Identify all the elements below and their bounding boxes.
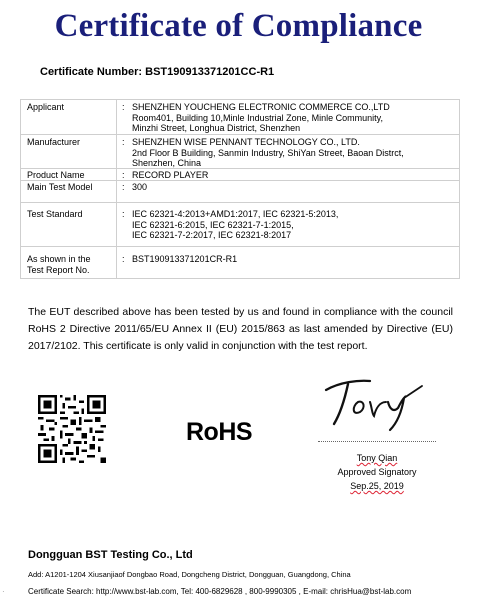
test-standard-value	[132, 209, 454, 241]
test-report-label	[27, 254, 91, 275]
footer-search: Certificate Search: http://www.bst-lab.com, Tel: 400-6829628 , 800-9990305 , E-mail: chrisHua@bst-lab.com	[28, 587, 412, 596]
certificate-title: Certificate of Compliance	[54, 8, 423, 44]
test-report-value: BST190913371201CR-R1	[132, 254, 238, 264]
details-table	[20, 99, 460, 279]
certificate-number-label: Certificate Number:	[40, 66, 143, 78]
row-applicant	[21, 100, 459, 134]
compliance-statement: The EUT described above has been tested by us and found in compliance with the council RoHS 2 Directive 2011/65/EU Annex II (EU) 2015/863 as last amended by Directive (EU) 2017/2102. This certificate is only valid in conjunction with the test report.	[28, 306, 453, 352]
certificate-number	[40, 66, 274, 78]
colon: :	[122, 254, 125, 264]
row-main-test-model	[21, 180, 459, 193]
test-standard-line-3: IEC 62321-7-2:2017, IEC 62321-8:2017	[132, 230, 292, 240]
footer-company: Dongguan BST Testing Co., Ltd	[28, 549, 193, 561]
test-report-label-line-1: As shown in the	[27, 254, 91, 264]
certificate-number-value: BST190913371201CC-R1	[145, 66, 275, 78]
colon: :	[122, 170, 125, 180]
colon: :	[122, 182, 125, 192]
test-standard-line-1: IEC 62321-4:2013+AMD1:2017, IEC 62321-5:2013,	[132, 209, 339, 219]
main-test-model-value: 300	[132, 182, 148, 192]
side-mark: ·	[2, 587, 5, 596]
signatory-title: Approved Signatory	[337, 467, 417, 477]
row-test-standard	[21, 202, 459, 247]
applicant-value	[132, 102, 454, 134]
manufacturer-value	[132, 137, 454, 169]
main-test-model-label: Main Test Model	[27, 182, 93, 192]
colon: :	[122, 102, 125, 112]
manufacturer-line-2: 2nd Floor B Building, Sanmin Industry, ShiYan Street, Baoan Distrct,	[132, 147, 404, 158]
test-standard-line-2: IEC 62321-6:2015, IEC 62321-7-1:2015,	[132, 219, 294, 230]
qr-code-icon	[38, 395, 106, 463]
signature-icon	[318, 372, 428, 432]
signature-line	[318, 441, 436, 442]
signatory-name: Tony Qian	[356, 453, 398, 463]
manufacturer-label: Manufacturer	[27, 137, 81, 147]
product-name-label: Product Name	[27, 170, 85, 180]
colon: :	[122, 209, 125, 219]
signatory-date: Sep.25, 2019	[350, 481, 404, 491]
footer-address: Add: A1201-1204 Xiusanjiaof Dongbao Road, Dongcheng District, Dongguan, Guangdong, China	[28, 570, 351, 579]
applicant-line-2: Room401, Building 10,Minle Industrial Zone, Minle Community,	[132, 112, 383, 123]
applicant-line-1: SHENZHEN YOUCHENG ELECTRONIC COMMERCE CO.,LTD	[132, 102, 390, 112]
row-test-report	[21, 246, 459, 279]
manufacturer-line-1: SHENZHEN WISE PENNANT TECHNOLOGY CO., LTD.	[132, 137, 360, 147]
rohs-logo: RoHS	[186, 418, 253, 446]
signatory-block	[318, 451, 436, 493]
colon: :	[122, 137, 125, 147]
test-standard-label: Test Standard	[27, 209, 83, 219]
manufacturer-line-3: Shenzhen, China	[132, 158, 202, 168]
applicant-line-3: Minzhi Street, Longhua District, Shenzhen	[132, 123, 301, 133]
test-report-label-line-2: Test Report No.	[27, 264, 90, 275]
row-manufacturer	[21, 134, 459, 169]
applicant-label: Applicant	[27, 102, 65, 112]
product-name-value: RECORD PLAYER	[132, 170, 209, 180]
